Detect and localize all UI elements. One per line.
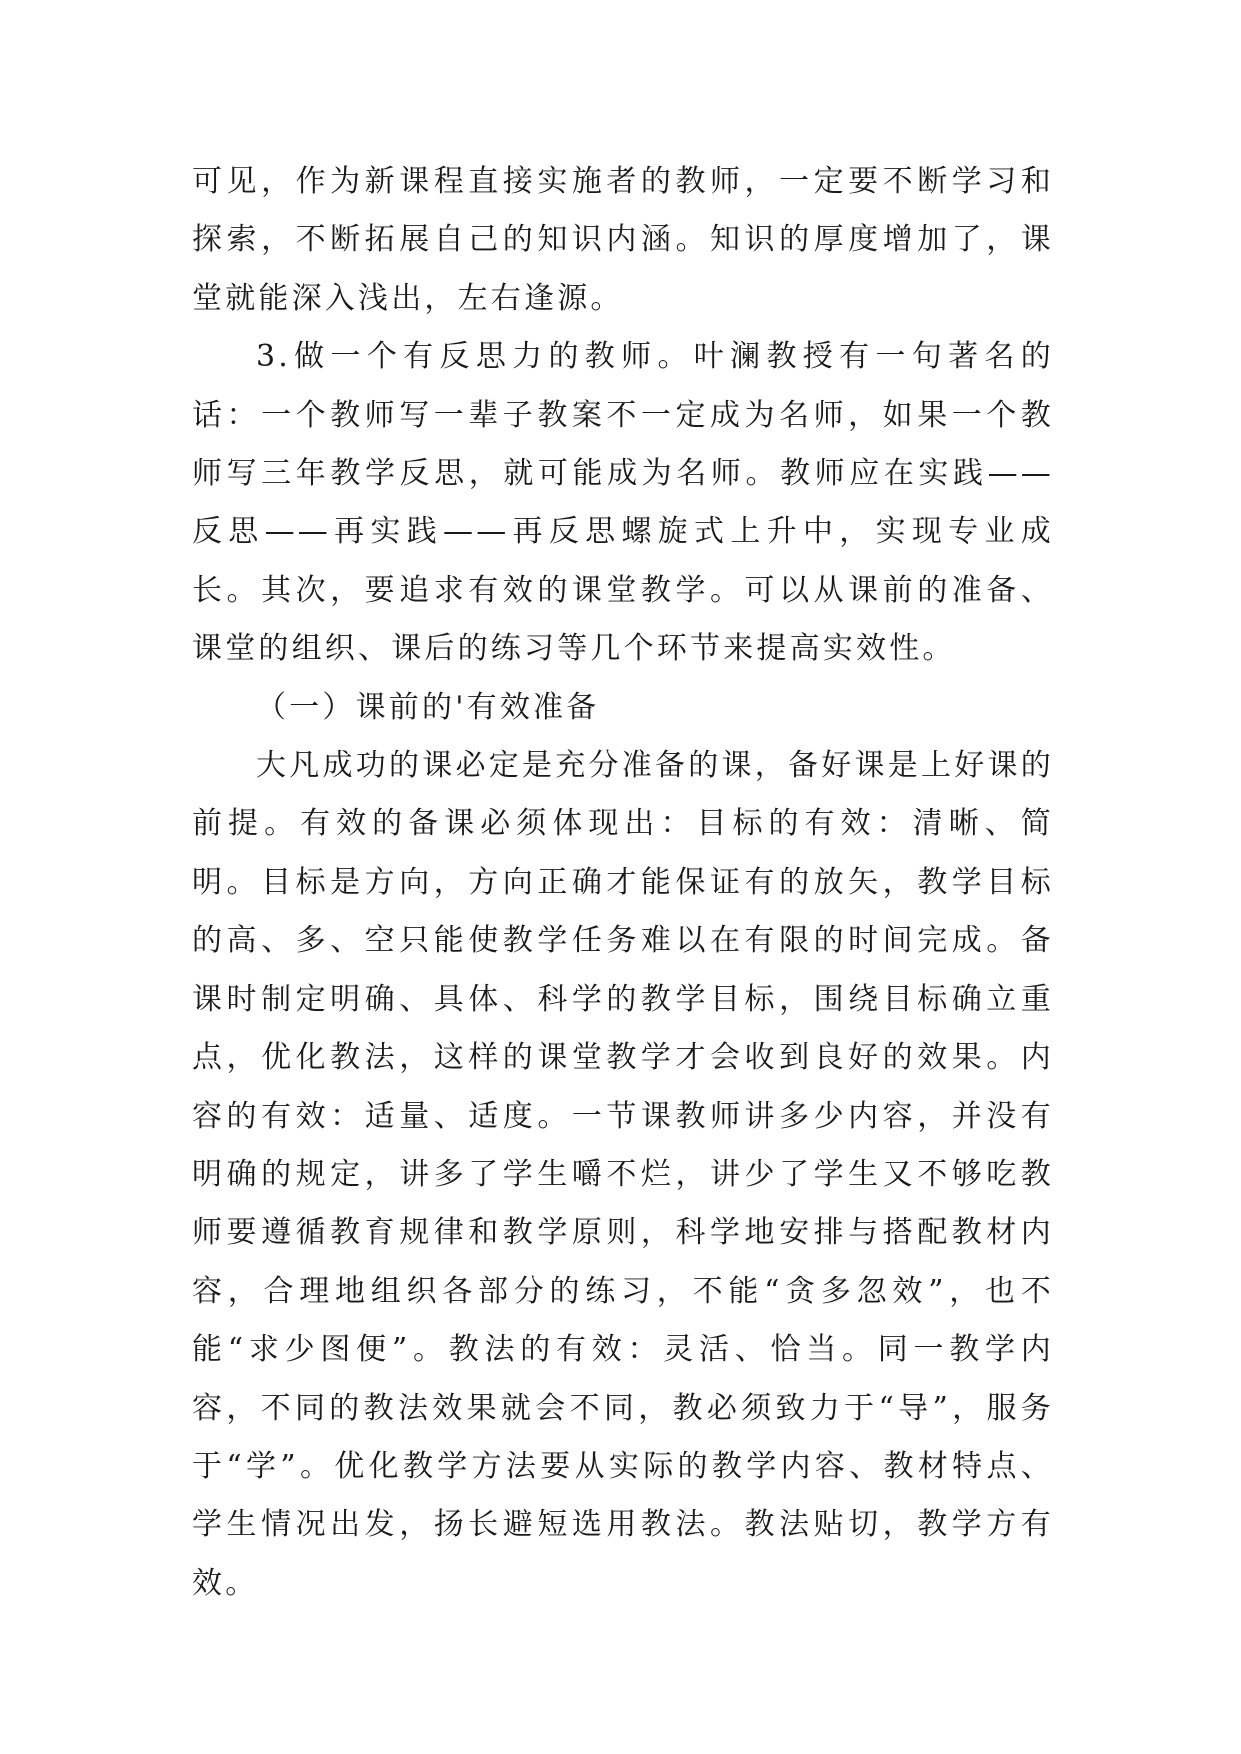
paragraph-reflective-teacher: 3.做一个有反思力的教师。叶澜教授有一句著名的话：一个教师写一辈子教案不一定成为名师，如果一个教师写三年教学反思，就可能成为名师。教师应在实践——反思——再实践——再反思螺旋式上升中，实现专业成长。其次，要追求有效的课堂教学。可以从课前的准备、课堂的组织、课后的练习等几个环节来提高实效性。 <box>192 339 1054 667</box>
section-heading-preparation: （一）课前的'有效准备 <box>256 689 600 725</box>
paragraph-intro: 可见，作为新课程直接实施者的教师，一定要不断学习和探索，不断拓展自己的知识内涵。知识的厚度增加了，课堂就能深入浅出，左右逢源。 <box>192 164 1054 316</box>
paragraph-effective-preparation: 大凡成功的课必定是充分准备的课，备好课是上好课的前提。有效的备课必须体现出：目标的有效：清晰、简明。目标是方向，方向正确才能保证有的放矢，教学目标的高、多、空只能使教学任务难以在有限的时间完成。备课时制定明确、具体、科学的教学目标，围绕目标确立重点，优化教法，这样的课堂教学才会收到良好的效果。内容的有效：适量、适度。一节课教师讲多少内容，并没有明确的规定，讲多了学生嚼不烂，讲少了学生又不够吃教师要遵循教育规律和教学原则，科学地安排与搭配教材内容，合理地组织各部分的练习，不能“贪多忽效”，也不能“求少图便”。教法的有效：灵活、恰当。同一教学内容，不同的教法效果就会不同，教必须致力于“导”，服务于“学”。优化教学方法要从实际的教学内容、教材特点、学生情况出发，扬长避短选用教法。教法贴切，教学方有效。 <box>192 748 1054 1601</box>
document-body <box>192 153 1054 1613</box>
